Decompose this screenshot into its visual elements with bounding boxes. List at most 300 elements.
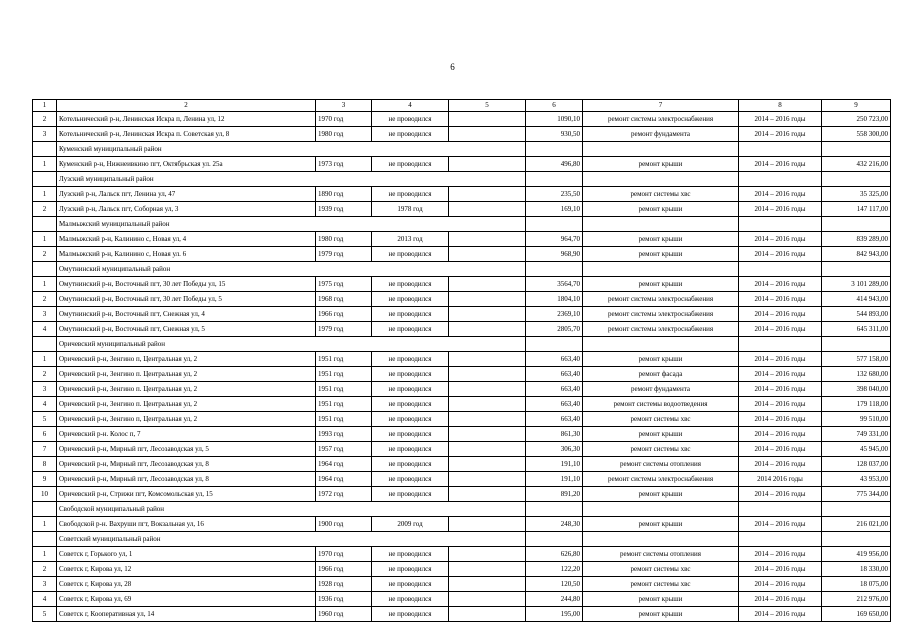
row-number: 1 — [33, 277, 57, 292]
area-cell: 306,30 — [526, 442, 583, 457]
empty-cell — [33, 217, 57, 232]
build-year-cell: 1900 год — [316, 517, 372, 532]
repair-program-table — [32, 99, 891, 622]
address-cell: Малмыжский р-н, Калинино с, Новая ул. 6 — [57, 247, 316, 262]
period-cell: 2014 – 2016 годы — [739, 427, 822, 442]
empty-cell — [449, 157, 526, 172]
table-row — [33, 382, 891, 397]
work-type-cell: ремонт крыши — [583, 352, 739, 367]
table-row — [33, 202, 891, 217]
table-row — [33, 187, 891, 202]
empty-cell — [449, 187, 526, 202]
empty-cell — [449, 352, 526, 367]
last-repair-cell: не проводился — [372, 127, 449, 142]
empty-cell — [526, 142, 583, 157]
last-repair-cell: не проводился — [372, 352, 449, 367]
row-number: 2 — [33, 202, 57, 217]
cost-cell: 43 953,00 — [822, 472, 891, 487]
period-cell: 2014 – 2016 годы — [739, 397, 822, 412]
cost-cell: 544 893,00 — [822, 307, 891, 322]
district-title: Свободской муниципальный район — [57, 502, 526, 517]
area-cell: 496,80 — [526, 157, 583, 172]
cost-cell: 749 331,00 — [822, 427, 891, 442]
area-cell: 191,10 — [526, 457, 583, 472]
build-year-cell: 1975 год — [316, 277, 372, 292]
table-row — [33, 112, 891, 127]
empty-cell — [583, 142, 739, 157]
row-number: 2 — [33, 367, 57, 382]
table-row — [33, 577, 891, 592]
area-cell: 191,10 — [526, 472, 583, 487]
build-year-cell: 1970 год — [316, 547, 372, 562]
period-cell: 2014 – 2016 годы — [739, 232, 822, 247]
table-row — [33, 487, 891, 502]
work-type-cell: ремонт фасада — [583, 367, 739, 382]
build-year-cell: 1890 год — [316, 187, 372, 202]
empty-cell — [583, 337, 739, 352]
column-number-cell: 9 — [822, 100, 891, 112]
empty-cell — [822, 142, 891, 157]
district-section-row — [33, 262, 891, 277]
last-repair-cell: не проводился — [372, 592, 449, 607]
table-row — [33, 472, 891, 487]
empty-cell — [449, 232, 526, 247]
area-cell: 1804,10 — [526, 292, 583, 307]
last-repair-cell: не проводился — [372, 367, 449, 382]
work-type-cell: ремонт фундамента — [583, 382, 739, 397]
empty-cell — [449, 562, 526, 577]
address-cell: Малмыжский р-н, Калинино с, Новая ул, 4 — [57, 232, 316, 247]
cost-cell: 3 101 289,00 — [822, 277, 891, 292]
period-cell: 2014 – 2016 годы — [739, 247, 822, 262]
address-cell: Оричевский р-н, Мирный пгт, Лесозаводская ул, 5 — [57, 442, 316, 457]
area-cell: 663,40 — [526, 382, 583, 397]
cost-cell: 128 037,00 — [822, 457, 891, 472]
last-repair-cell: не проводился — [372, 322, 449, 337]
period-cell: 2014 – 2016 годы — [739, 292, 822, 307]
address-cell: Советск г, Горького ул, 1 — [57, 547, 316, 562]
build-year-cell: 1951 год — [316, 352, 372, 367]
period-cell: 2014 – 2016 годы — [739, 112, 822, 127]
period-cell: 2014 – 2016 годы — [739, 382, 822, 397]
last-repair-cell: не проводился — [372, 277, 449, 292]
last-repair-cell: не проводился — [372, 487, 449, 502]
row-number: 1 — [33, 517, 57, 532]
period-cell: 2014 – 2016 годы — [739, 307, 822, 322]
build-year-cell: 1979 год — [316, 322, 372, 337]
address-cell: Оричевский р-н, Мирный пгт, Лесозаводская ул, 8 — [57, 472, 316, 487]
table-row — [33, 127, 891, 142]
address-cell: Лузский р-н, Лальск пгт, Ленина ул, 47 — [57, 187, 316, 202]
last-repair-cell: не проводился — [372, 247, 449, 262]
row-number: 4 — [33, 322, 57, 337]
row-number: 7 — [33, 442, 57, 457]
empty-cell — [33, 502, 57, 517]
area-cell: 930,50 — [526, 127, 583, 142]
period-cell: 2014 – 2016 годы — [739, 442, 822, 457]
row-number: 1 — [33, 232, 57, 247]
last-repair-cell: не проводился — [372, 307, 449, 322]
work-type-cell: ремонт системы электроснабжения — [583, 292, 739, 307]
empty-cell — [449, 307, 526, 322]
work-type-cell: ремонт системы отопления — [583, 457, 739, 472]
period-cell: 2014 – 2016 годы — [739, 157, 822, 172]
work-type-cell: ремонт системы электроснабжения — [583, 322, 739, 337]
table-row — [33, 412, 891, 427]
empty-cell — [449, 547, 526, 562]
period-cell: 2014 – 2016 годы — [739, 517, 822, 532]
address-cell: Оричевский р-н, Зенгино п, Центральная ул, 2 — [57, 352, 316, 367]
empty-cell — [33, 142, 57, 157]
cost-cell: 577 158,00 — [822, 352, 891, 367]
cost-cell: 99 510,00 — [822, 412, 891, 427]
last-repair-cell: не проводился — [372, 562, 449, 577]
build-year-cell: 1928 год — [316, 577, 372, 592]
cost-cell: 432 216,00 — [822, 157, 891, 172]
last-repair-cell: не проводился — [372, 472, 449, 487]
last-repair-cell: не проводился — [372, 157, 449, 172]
area-cell: 120,50 — [526, 577, 583, 592]
district-title: Оричевский муниципальный район — [57, 337, 526, 352]
district-title: Куменский муниципальный район — [57, 142, 526, 157]
table-row — [33, 457, 891, 472]
empty-cell — [449, 577, 526, 592]
row-number: 6 — [33, 427, 57, 442]
cost-cell: 147 117,00 — [822, 202, 891, 217]
area-cell: 244,80 — [526, 592, 583, 607]
row-number: 3 — [33, 127, 57, 142]
build-year-cell: 1951 год — [316, 397, 372, 412]
work-type-cell: ремонт системы водоотведения — [583, 397, 739, 412]
empty-cell — [822, 262, 891, 277]
empty-cell — [739, 217, 822, 232]
work-type-cell: ремонт системы электроснабжения — [583, 472, 739, 487]
empty-cell — [739, 142, 822, 157]
page-number: 6 — [450, 62, 455, 72]
table-row — [33, 322, 891, 337]
period-cell: 2014 – 2016 годы — [739, 187, 822, 202]
address-cell: Оричевский р-н, Стрижи пгт, Комсомольская ул, 15 — [57, 487, 316, 502]
build-year-cell: 1951 год — [316, 382, 372, 397]
cost-cell: 645 311,00 — [822, 322, 891, 337]
table-row — [33, 517, 891, 532]
empty-cell — [449, 322, 526, 337]
table-row — [33, 157, 891, 172]
period-cell: 2014 – 2016 годы — [739, 127, 822, 142]
district-section-row — [33, 337, 891, 352]
column-number-header-row — [33, 100, 891, 112]
table-row — [33, 562, 891, 577]
district-title: Омутнинский муниципальный район — [57, 262, 526, 277]
empty-cell — [449, 367, 526, 382]
empty-cell — [526, 337, 583, 352]
work-type-cell: ремонт крыши — [583, 427, 739, 442]
table-row — [33, 352, 891, 367]
address-cell: Оричевский р-н, Зенгино п, Центральная ул, 2 — [57, 412, 316, 427]
area-cell: 861,30 — [526, 427, 583, 442]
row-number: 1 — [33, 352, 57, 367]
empty-cell — [583, 532, 739, 547]
row-number: 1 — [33, 157, 57, 172]
empty-cell — [449, 472, 526, 487]
row-number: 4 — [33, 592, 57, 607]
empty-cell — [822, 502, 891, 517]
empty-cell — [449, 277, 526, 292]
last-repair-cell: не проводился — [372, 547, 449, 562]
address-cell: Лузский р-н, Лальск пгт, Соборная ул, 3 — [57, 202, 316, 217]
period-cell: 2014 2016 годы — [739, 472, 822, 487]
address-cell: Котельнический р-н, Ленинская Искра п. Советская ул, 8 — [57, 127, 316, 142]
build-year-cell: 1970 год — [316, 112, 372, 127]
address-cell: Оричевский р-н. Колос п, 7 — [57, 427, 316, 442]
area-cell: 2369,10 — [526, 307, 583, 322]
last-repair-cell: не проводился — [372, 292, 449, 307]
column-number-cell: 2 — [57, 100, 316, 112]
address-cell: Оричевский р-н, Зенгино п. Центральная ул, 2 — [57, 382, 316, 397]
row-number: 3 — [33, 577, 57, 592]
row-number: 8 — [33, 457, 57, 472]
last-repair-cell: не проводился — [372, 577, 449, 592]
work-type-cell: ремонт системы хвс — [583, 562, 739, 577]
last-repair-cell: 2009 год — [372, 517, 449, 532]
work-type-cell: ремонт крыши — [583, 607, 739, 622]
work-type-cell: ремонт крыши — [583, 277, 739, 292]
period-cell: 2014 – 2016 годы — [739, 412, 822, 427]
empty-cell — [583, 217, 739, 232]
last-repair-cell: не проводился — [372, 187, 449, 202]
row-number: 9 — [33, 472, 57, 487]
area-cell: 122,20 — [526, 562, 583, 577]
column-number-cell: 1 — [33, 100, 57, 112]
area-cell: 964,70 — [526, 232, 583, 247]
address-cell: Свободской р-н. Вахруши пгт, Вокзальная ул, 16 — [57, 517, 316, 532]
cost-cell: 212 976,00 — [822, 592, 891, 607]
empty-cell — [583, 262, 739, 277]
build-year-cell: 1968 год — [316, 292, 372, 307]
build-year-cell: 1993 год — [316, 427, 372, 442]
last-repair-cell: не проводился — [372, 442, 449, 457]
area-cell: 2805,70 — [526, 322, 583, 337]
row-number: 1 — [33, 187, 57, 202]
column-number-cell: 8 — [739, 100, 822, 112]
district-section-row — [33, 502, 891, 517]
district-section-row — [33, 172, 891, 187]
period-cell: 2014 – 2016 годы — [739, 487, 822, 502]
build-year-cell: 1957 год — [316, 442, 372, 457]
work-type-cell: ремонт системы хвс — [583, 577, 739, 592]
address-cell: Советск г, Кооперативная ул, 14 — [57, 607, 316, 622]
cost-cell: 775 344,00 — [822, 487, 891, 502]
build-year-cell: 1964 год — [316, 457, 372, 472]
empty-cell — [526, 532, 583, 547]
empty-cell — [449, 292, 526, 307]
period-cell: 2014 – 2016 годы — [739, 367, 822, 382]
empty-cell — [33, 262, 57, 277]
address-cell: Котельнический р-н, Ленинская Искра п, Ленина ул, 12 — [57, 112, 316, 127]
cost-cell: 45 945,00 — [822, 442, 891, 457]
build-year-cell: 1960 год — [316, 607, 372, 622]
empty-cell — [449, 592, 526, 607]
cost-cell: 169 650,00 — [822, 607, 891, 622]
table-row — [33, 307, 891, 322]
row-number: 3 — [33, 382, 57, 397]
last-repair-cell: не проводился — [372, 412, 449, 427]
table-row — [33, 277, 891, 292]
empty-cell — [583, 502, 739, 517]
empty-cell — [739, 172, 822, 187]
build-year-cell: 1972 год — [316, 487, 372, 502]
period-cell: 2014 – 2016 годы — [739, 457, 822, 472]
cost-cell: 18 330,00 — [822, 562, 891, 577]
last-repair-cell: не проводился — [372, 112, 449, 127]
row-number: 5 — [33, 607, 57, 622]
empty-cell — [739, 262, 822, 277]
build-year-cell: 1980 год — [316, 232, 372, 247]
area-cell: 626,80 — [526, 547, 583, 562]
district-section-row — [33, 532, 891, 547]
empty-cell — [449, 412, 526, 427]
build-year-cell: 1980 год — [316, 127, 372, 142]
column-number-cell: 3 — [316, 100, 372, 112]
last-repair-cell: 1978 год — [372, 202, 449, 217]
empty-cell — [449, 427, 526, 442]
build-year-cell: 1973 год — [316, 157, 372, 172]
empty-cell — [822, 532, 891, 547]
period-cell: 2014 – 2016 годы — [739, 352, 822, 367]
cost-cell: 414 943,00 — [822, 292, 891, 307]
empty-cell — [33, 172, 57, 187]
build-year-cell: 1979 год — [316, 247, 372, 262]
period-cell: 2014 – 2016 годы — [739, 547, 822, 562]
address-cell: Оричевский р-н, Зенгино п. Центральная ул, 2 — [57, 397, 316, 412]
work-type-cell: ремонт системы хвс — [583, 187, 739, 202]
work-type-cell: ремонт крыши — [583, 232, 739, 247]
work-type-cell: ремонт системы отопления — [583, 547, 739, 562]
last-repair-cell: не проводился — [372, 382, 449, 397]
table-row — [33, 427, 891, 442]
area-cell: 968,90 — [526, 247, 583, 262]
empty-cell — [739, 532, 822, 547]
row-number: 5 — [33, 412, 57, 427]
table-row — [33, 547, 891, 562]
empty-cell — [739, 337, 822, 352]
period-cell: 2014 – 2016 годы — [739, 562, 822, 577]
empty-cell — [822, 337, 891, 352]
row-number: 4 — [33, 397, 57, 412]
empty-cell — [526, 217, 583, 232]
district-title: Лузский муниципальный район — [57, 172, 526, 187]
row-number: 1 — [33, 547, 57, 562]
cost-cell: 18 075,00 — [822, 577, 891, 592]
row-number: 2 — [33, 112, 57, 127]
cost-cell: 216 021,00 — [822, 517, 891, 532]
period-cell: 2014 – 2016 годы — [739, 277, 822, 292]
work-type-cell: ремонт системы электроснабжения — [583, 307, 739, 322]
district-section-row — [33, 142, 891, 157]
empty-cell — [449, 397, 526, 412]
table-row — [33, 292, 891, 307]
last-repair-cell: не проводился — [372, 457, 449, 472]
empty-cell — [449, 112, 526, 127]
row-number: 3 — [33, 307, 57, 322]
area-cell: 663,40 — [526, 352, 583, 367]
build-year-cell: 1966 год — [316, 307, 372, 322]
work-type-cell: ремонт системы хвс — [583, 412, 739, 427]
address-cell: Омутнинский р-н, Восточный пгт, 30 лет Победы ул, 5 — [57, 292, 316, 307]
work-type-cell: ремонт крыши — [583, 202, 739, 217]
empty-cell — [449, 247, 526, 262]
cost-cell: 179 118,00 — [822, 397, 891, 412]
address-cell: Советск г, Кирова ул, 69 — [57, 592, 316, 607]
work-type-cell: ремонт крыши — [583, 487, 739, 502]
empty-cell — [449, 127, 526, 142]
build-year-cell: 1936 год — [316, 592, 372, 607]
cost-cell: 35 325,00 — [822, 187, 891, 202]
table-row — [33, 247, 891, 262]
row-number: 2 — [33, 292, 57, 307]
table-row — [33, 607, 891, 622]
address-cell: Омутнинский р-н, Восточный пгт, 30 лет Победы ул, 15 — [57, 277, 316, 292]
work-type-cell: ремонт системы электроснабжения — [583, 112, 739, 127]
period-cell: 2014 – 2016 годы — [739, 322, 822, 337]
area-cell: 663,40 — [526, 412, 583, 427]
district-title: Малмыжский муниципальный район — [57, 217, 526, 232]
address-cell: Оричевский р-н, Мирный пгт, Лесозаводская ул, 8 — [57, 457, 316, 472]
empty-cell — [822, 172, 891, 187]
build-year-cell: 1964 год — [316, 472, 372, 487]
empty-cell — [449, 382, 526, 397]
empty-cell — [526, 502, 583, 517]
last-repair-cell: не проводился — [372, 607, 449, 622]
work-type-cell: ремонт системы хвс — [583, 442, 739, 457]
last-repair-cell: 2013 год — [372, 232, 449, 247]
cost-cell: 839 289,00 — [822, 232, 891, 247]
build-year-cell: 1939 год — [316, 202, 372, 217]
empty-cell — [449, 517, 526, 532]
empty-cell — [739, 502, 822, 517]
empty-cell — [449, 607, 526, 622]
work-type-cell: ремонт фундамента — [583, 127, 739, 142]
address-cell: Советск г, Кирова ул, 12 — [57, 562, 316, 577]
last-repair-cell: не проводился — [372, 427, 449, 442]
cost-cell: 842 943,00 — [822, 247, 891, 262]
empty-cell — [449, 457, 526, 472]
empty-cell — [526, 172, 583, 187]
district-section-row — [33, 217, 891, 232]
cost-cell: 419 956,00 — [822, 547, 891, 562]
period-cell: 2014 – 2016 годы — [739, 607, 822, 622]
empty-cell — [449, 442, 526, 457]
build-year-cell: 1951 год — [316, 367, 372, 382]
area-cell: 891,20 — [526, 487, 583, 502]
area-cell: 1090,10 — [526, 112, 583, 127]
empty-cell — [449, 202, 526, 217]
address-cell: Омутнинский р-н, Восточный пгт, Снежная ул, 4 — [57, 307, 316, 322]
area-cell: 3564,70 — [526, 277, 583, 292]
column-number-cell: 6 — [526, 100, 583, 112]
area-cell: 663,40 — [526, 397, 583, 412]
area-cell: 169,10 — [526, 202, 583, 217]
table-row — [33, 232, 891, 247]
build-year-cell: 1966 год — [316, 562, 372, 577]
column-number-cell: 4 — [372, 100, 449, 112]
address-cell: Оричевский р-н, Зенгино п. Центральная ул, 2 — [57, 367, 316, 382]
cost-cell: 132 680,00 — [822, 367, 891, 382]
table-row — [33, 592, 891, 607]
row-number: 2 — [33, 247, 57, 262]
cost-cell: 250 723,00 — [822, 112, 891, 127]
area-cell: 663,40 — [526, 367, 583, 382]
